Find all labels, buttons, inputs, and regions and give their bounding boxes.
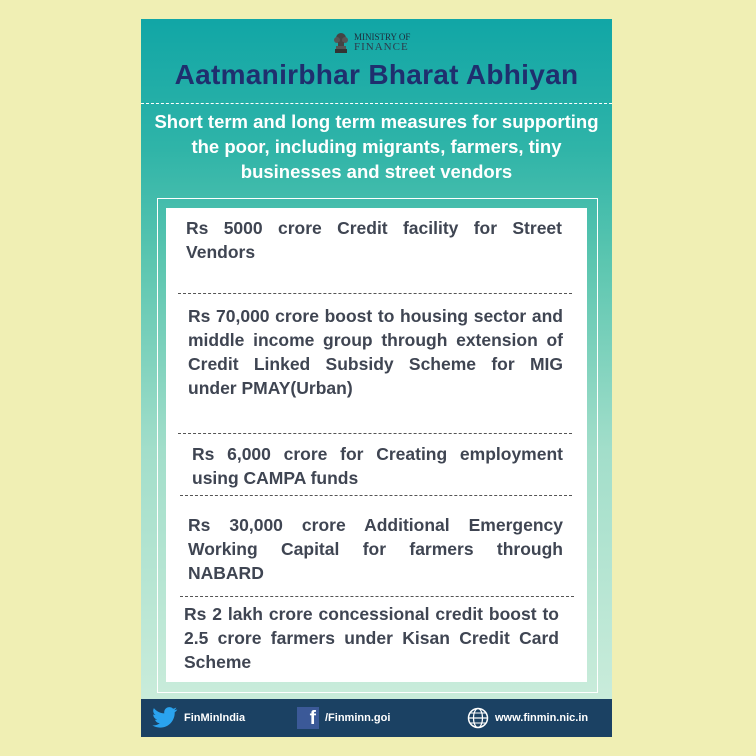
measure-item-housing: Rs 70,000 crore boost to housing sector and middle income group through extension of Credit Linked Subsidy Scheme for MIG under PMAY(Urban)	[188, 306, 563, 398]
page-title: Aatmanirbhar Bharat Abhiyan	[174, 59, 579, 90]
national-emblem-icon	[332, 29, 350, 55]
ministry-logo	[332, 27, 410, 57]
ministry-line1: MINISTRY OF	[354, 32, 411, 42]
measure-item-nabard: Rs 30,000 crore Additional Emergency Working Capital for farmers through NABARD	[188, 515, 563, 583]
separator	[180, 596, 574, 597]
website-link[interactable]	[467, 707, 588, 729]
measures-list	[166, 208, 587, 682]
ministry-line2: FINANCE	[354, 41, 409, 53]
measure-item-campa: Rs 6,000 crore for Creating employment using CAMPA funds	[192, 444, 563, 488]
divider	[141, 103, 612, 104]
facebook-link[interactable]	[297, 707, 390, 729]
measure-item-kisan-credit: Rs 2 lakh crore concessional credit boost to 2.5 crore farmers under Kisan Credit Card Scheme	[184, 604, 559, 672]
infographic-card	[141, 19, 612, 737]
separator	[178, 433, 572, 434]
facebook-icon: f	[297, 707, 319, 729]
twitter-icon	[152, 707, 178, 729]
globe-icon	[467, 707, 489, 729]
twitter-handle: FinMinIndia	[184, 712, 246, 724]
twitter-link[interactable]	[152, 707, 245, 729]
page-subtitle: Short term and long term measures for supporting the poor, including migrants, farmers, tiny businesses and street vendors	[154, 111, 599, 182]
measure-item-street-vendors: Rs 5000 crore Credit facility for Street Vendors	[186, 218, 562, 262]
facebook-handle: /Finminn.goi	[325, 712, 391, 724]
separator	[180, 495, 572, 496]
footer-bar	[141, 699, 612, 737]
website-url: www.finmin.nic.in	[495, 712, 589, 724]
separator	[178, 293, 572, 294]
